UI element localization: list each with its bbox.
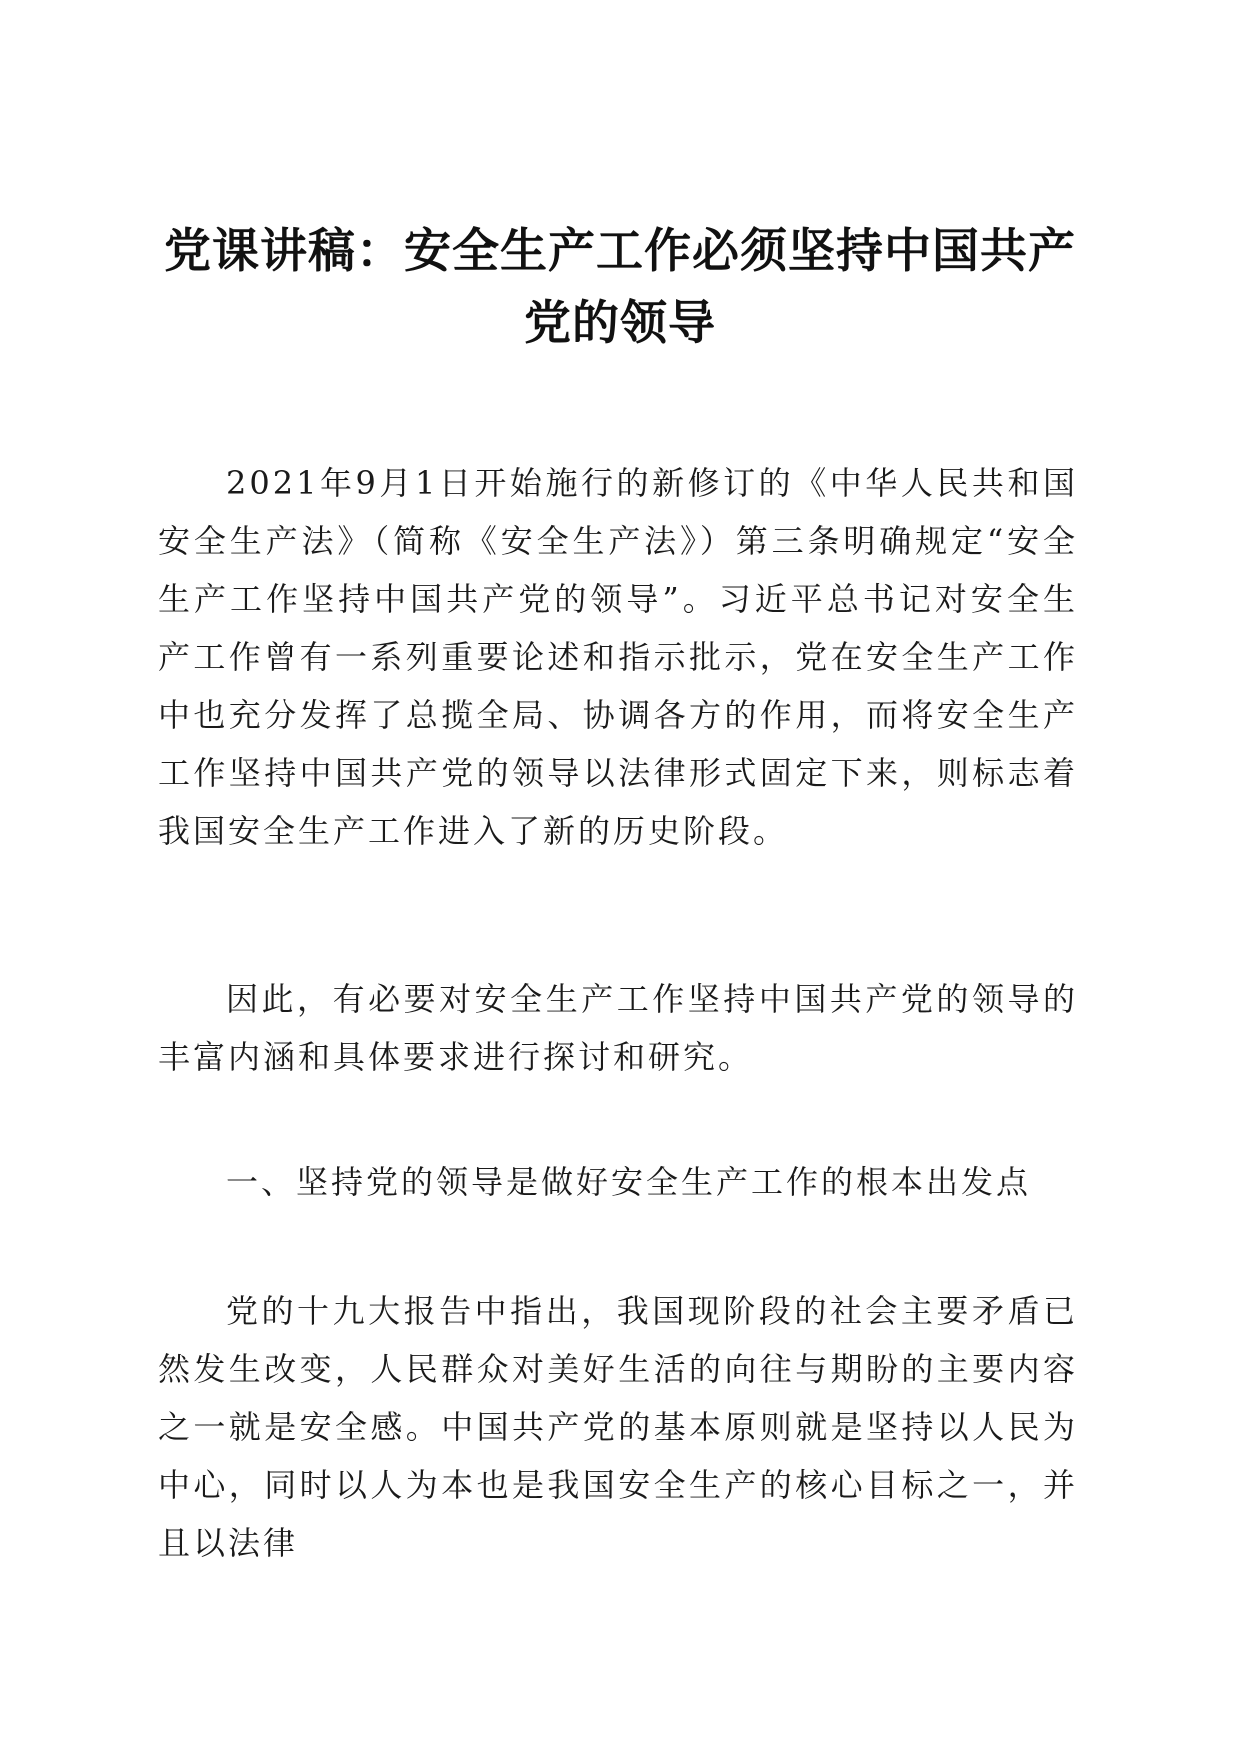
body-paragraph: 党的十九大报告中指出，我国现阶段的社会主要矛盾已然发生改变，人民群众对美好生活的向往与期盼的主要内容之一就是安全感。中国共产党的基本原则就是坚持以人民为中心，同时以人为本也是我国安全生产的核心目标之一，并且以法律 <box>158 1292 1078 1562</box>
document-title: 党课讲稿：安全生产工作必须坚持中国共产党的领导 <box>164 224 1076 351</box>
body-paragraph: 因此，有必要对安全生产工作坚持中国共产党的领导的丰富内涵和具体要求进行探讨和研究。 <box>158 980 1078 1076</box>
section-heading: 一、坚持党的领导是做好安全生产工作的根本出发点 <box>226 1163 1032 1201</box>
body-paragraph: 2021年9月1日开始施行的新修订的《中华人民共和国安全生产法》（简称《安全生产法》）第三条明确规定“安全生产工作坚持中国共产党的领导”。习近平总书记对安全生产工作曾有一系列重要论述和指示批示，党在安全生产工作中也充分发挥了总揽全局、协调各方的作用，而将安全生产工作坚持中国共产党的领导以法律形式固定下来，则标志着我国安全生产工作进入了新的历史阶段。 <box>158 464 1078 850</box>
